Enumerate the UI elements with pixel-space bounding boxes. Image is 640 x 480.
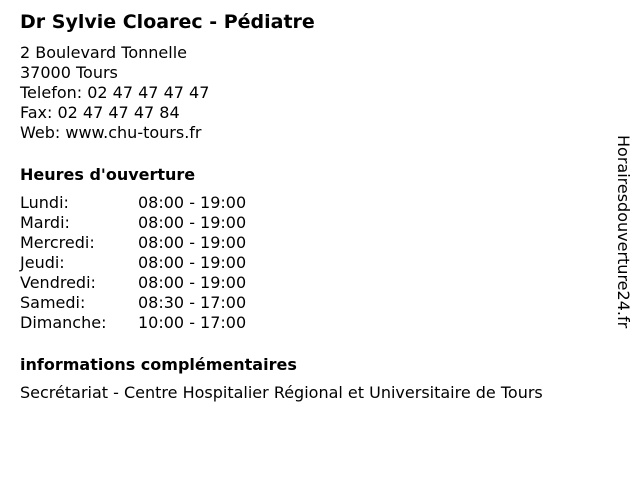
day-label: Mercredi: [20, 233, 95, 252]
business-card [20, 10, 600, 403]
postal-city: 37000 Tours [20, 63, 118, 82]
opening-hours-heading: Heures d'ouverture [20, 165, 196, 184]
page-title: Dr Sylvie Cloarec - Pédiatre [20, 11, 315, 33]
day-label: Vendredi: [20, 273, 96, 292]
hours-row-friday [20, 273, 600, 293]
hours-row-saturday [20, 293, 600, 313]
day-label: Dimanche: [20, 313, 107, 332]
time-range: 10:00 - 17:00 [138, 313, 247, 332]
fax-number: Fax: 02 47 47 47 84 [20, 103, 180, 122]
time-range: 08:00 - 19:00 [138, 193, 247, 212]
website-link[interactable]: Web: www.chu-tours.fr [20, 123, 202, 142]
additional-info-heading: informations complémentaires [20, 355, 297, 374]
additional-info-text: Secrétariat - Centre Hospitalier Régional et Universitaire de Tours [20, 383, 543, 402]
time-range: 08:30 - 17:00 [138, 293, 247, 312]
hours-row-wednesday [20, 233, 600, 253]
phone-number: Telefon: 02 47 47 47 47 [20, 83, 210, 102]
day-label: Jeudi: [20, 253, 65, 272]
time-range: 08:00 - 19:00 [138, 253, 247, 272]
opening-hours-table [20, 193, 600, 333]
hours-row-monday [20, 193, 600, 213]
brand-watermark: Horairesdouverture24.fr [614, 135, 633, 329]
hours-row-thursday [20, 253, 600, 273]
day-label: Mardi: [20, 213, 70, 232]
time-range: 08:00 - 19:00 [138, 273, 247, 292]
time-range: 08:00 - 19:00 [138, 213, 247, 232]
street-address: 2 Boulevard Tonnelle [20, 43, 187, 62]
hours-row-tuesday [20, 213, 600, 233]
time-range: 08:00 - 19:00 [138, 233, 247, 252]
address-block [20, 43, 600, 143]
hours-row-sunday [20, 313, 600, 333]
day-label: Lundi: [20, 193, 69, 212]
day-label: Samedi: [20, 293, 86, 312]
